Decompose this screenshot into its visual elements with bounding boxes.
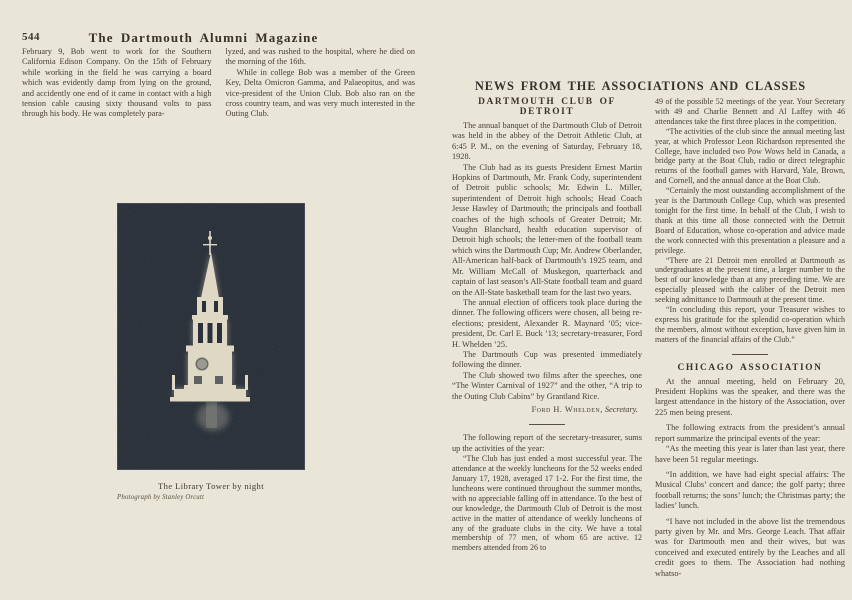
page-number: 544 <box>22 31 40 43</box>
paragraph: The annual election of officers took place during the dinner. The following officers were chosen, all being re-elections; president, Alexander R. Maynard ’05; vice-president, Dr. Carl E. Buck ’13; secretary-treasurer, Ford H. Whelden ’25. <box>452 297 642 349</box>
signature-name: Ford H. Whelden, <box>531 404 603 414</box>
left-page-column-1 <box>22 47 212 120</box>
detroit-club-heading: DARTMOUTH CLUB OF DETROIT <box>478 97 616 117</box>
left-page-text-columns <box>22 47 415 120</box>
paragraph: “I have not included in the above list the tremendous party given by Mr. and Mrs. George Leach. That affair was for Dartmouth men and their wives, but was conceived and executed entirely by the Leaches and all credit goes to them. The Association had nothing whatso- <box>655 516 845 578</box>
section-divider <box>732 354 768 355</box>
library-tower-illustration <box>118 204 304 469</box>
right-magazine-page <box>437 0 852 600</box>
paragraph: “In addition, we have had eight special affairs: The Musical Clubs’ concert and dance; the golf party; three football returns; the sons’ lunch; the Christmas party; the ladies’ lunch. <box>655 469 845 511</box>
signature-title: Secretary. <box>602 404 638 414</box>
right-page-column-1 <box>452 97 642 579</box>
right-page-text-columns <box>452 97 845 579</box>
photo-credit: Photograph by Stanley Orcutt <box>117 494 205 501</box>
paragraph: lyzed, and was rushed to the hospital, where he died on the morning of the 16th. <box>225 47 415 67</box>
paragraph: 49 of the possible 52 meetings of the year. Your Secretary with 49 and Charlie Bennett and Al Laffey with 46 attendances take the first three places in the competition. <box>655 97 845 126</box>
paragraph: “The activities of the club since the annual meeting last year, at which Professor Leon Richardson represented the College, have included two Pow Wows held in Canada, a bridge party at the Boat Club, radio or direct telegraphic returns of the football games with Harvard, Yale, Brown, and Cornell, and the annual dance at the Boat Club. <box>655 126 845 186</box>
magazine-title: The Dartmouth Alumni Magazine <box>88 30 319 45</box>
paragraph: The Club showed two films after the speeches, one “The Winter Carnival of 1927” and the other, “A trip to the Outing Club Cabins” by Grantland Rice. <box>452 370 642 401</box>
paragraph: The annual banquet of the Dartmouth Club of Detroit was held in the abbey of the Detroit Athletic Club, at 6:45 P. M., on the evening of Saturday, February 18, 1928. <box>452 121 642 162</box>
signature-line <box>452 405 642 415</box>
chicago-association-heading: CHICAGO ASSOCIATION <box>677 362 823 373</box>
paragraph: “Certainly the most outstanding accomplishment of the year is the Dartmouth College Cup, which was presented tonight for the first time. In behalf of the Club, I wish to thank at this time all those connected with the Detroit Board of Education, whose co-operation and advice made the work connected with this presentation a pleasure and a privilege. <box>655 186 845 255</box>
paragraph: February 9, Bob went to work for the Southern California Edison Company. On the 15th of February while working in the field he was carrying a board which was evidently damp from lying on the ground, and accidently one end of it came in contact with a high tension cable causing sixty thousand volts to pass through his body. He was completely para- <box>22 47 212 119</box>
paragraph: At the annual meeting, held on February 20, President Hopkins was the speaker, and there was the largest attendance in the history of the Association, over 225 men being present. <box>655 376 845 417</box>
library-tower-photo <box>117 203 305 470</box>
photo-caption: The Library Tower by night <box>157 481 265 491</box>
paragraph: The following extracts from the president’s annual report summarize the principal events of the year: <box>655 423 845 443</box>
right-page-column-2 <box>655 97 845 579</box>
paragraph: The Dartmouth Cup was presented immediately following the dinner. <box>452 349 642 370</box>
paragraph: “As the meeting this year is later than last year, there have been 51 regular meetings. <box>655 444 845 464</box>
paragraph: While in college Bob was a member of the Green Key, Delta Omicron Gamma, and Palaeopitus, and was vice-president of the Union Club. Bob also ran on the cross country team, and was very much interested in the Outing Club. <box>225 67 415 119</box>
section-main-heading: NEWS FROM THE ASSOCIATIONS AND CLASSES <box>474 79 807 93</box>
paragraph: “The Club has just ended a most successful year. The attendance at the weekly luncheons for the 52 weeks ended January 17, 1928, averaged 17 1-2. For the first time, the luncheons were continued throughout the summer months, with no appreciable falling off in attendance. To the best of our knowledge, the Dartmouth Club of Detroit is the most active in the matter of attendance of weekly luncheons of any of the graduate clubs in the city. We have a total membership of 77 men, of whom 65 are active. 12 members attended from 26 to <box>452 454 642 553</box>
paragraph: The following report of the secretary-treasurer, sums up the activities of the year: <box>452 433 642 453</box>
paragraph: The Club had as its guests President Ernest Martin Hopkins of Dartmouth, Mr. Frank Cody, superintendent of Detroit public schools; Mr. Edwin L. Miller, superintendent of Detroit high schools; Head Coach Jesse Hawley of Dartmouth; the principals and football coaches of the high schools of Greater Detroit; Mr. Vaughn Blanchard, health education supervisor of Detroit high schools; the letter-men of the football team which wins the Dartmouth Cup; Mr. Andrew Oberlander, All-American half-back of Dartmouth’s 1925 team, and Mr. William McCall of Muskegon, quarterback and captain of last season’s All-State football team and guard on the All-State basketball team for the last two years. <box>452 162 642 297</box>
paragraph: “There are 21 Detroit men enrolled at Dartmouth as undergraduates at the present time, a larger number to the best of our knowledge than at any preceding time. We are especially pleased with the caliber of the Detroit men seeking admittance to Dartmouth at the present time. <box>655 255 845 305</box>
left-page-column-2 <box>226 47 416 120</box>
paragraph: “In concluding this report, your Treasurer wishes to express his gratitude for the splendid co-operation which the members, almost without exception, have given him in matters of the financial affairs of the Club.” <box>655 305 845 344</box>
section-divider <box>529 424 565 425</box>
